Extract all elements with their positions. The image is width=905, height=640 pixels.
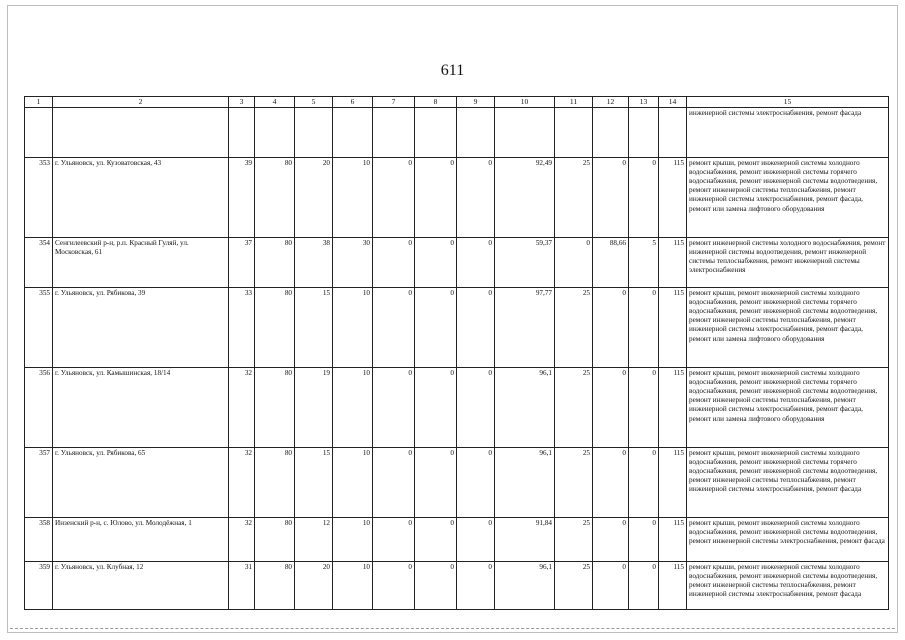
table-row bbox=[25, 237, 889, 287]
cell-index: 355 bbox=[25, 287, 53, 367]
cell-value: 0 bbox=[629, 561, 659, 609]
cell-value: 10 bbox=[333, 367, 373, 447]
cell-value: 0 bbox=[629, 517, 659, 561]
cell-value: 0 bbox=[415, 561, 457, 609]
cell-value: 0 bbox=[457, 367, 495, 447]
table-row bbox=[25, 561, 889, 609]
cell-value: 25 bbox=[555, 561, 593, 609]
cell-value: 115 bbox=[659, 447, 687, 517]
cell-address bbox=[53, 107, 229, 157]
cell-address: г. Ульяновск, ул. Камышинская, 18/14 bbox=[53, 367, 229, 447]
cell-value: 19 bbox=[295, 367, 333, 447]
cell-index: 357 bbox=[25, 447, 53, 517]
cell-value: 115 bbox=[659, 561, 687, 609]
cell-value bbox=[659, 107, 687, 157]
table-row bbox=[25, 517, 889, 561]
cell-value: 12 bbox=[295, 517, 333, 561]
cell-value: 96,1 bbox=[495, 561, 555, 609]
table-row bbox=[25, 287, 889, 367]
cell-value: 20 bbox=[295, 561, 333, 609]
cell-value bbox=[555, 107, 593, 157]
cell-value: 25 bbox=[555, 367, 593, 447]
cell-value: 0 bbox=[457, 237, 495, 287]
cell-value: 25 bbox=[555, 287, 593, 367]
cell-value: 0 bbox=[415, 447, 457, 517]
cell-value bbox=[295, 107, 333, 157]
cell-value: 15 bbox=[295, 287, 333, 367]
cell-value: 0 bbox=[629, 287, 659, 367]
header-col-10: 10 bbox=[495, 97, 555, 108]
cell-value: 0 bbox=[415, 157, 457, 237]
cell-value: 20 bbox=[295, 157, 333, 237]
cell-value: 0 bbox=[373, 157, 415, 237]
cell-value: 0 bbox=[555, 237, 593, 287]
cell-address: г. Ульяновск, ул. Кузоватовская, 43 bbox=[53, 157, 229, 237]
cell-value: 115 bbox=[659, 237, 687, 287]
cell-index: 359 bbox=[25, 561, 53, 609]
table-row bbox=[25, 447, 889, 517]
table-row bbox=[25, 367, 889, 447]
header-col-4: 4 bbox=[255, 97, 295, 108]
cell-value: 32 bbox=[229, 517, 255, 561]
cell-value: 0 bbox=[593, 367, 629, 447]
cell-value: 0 bbox=[629, 367, 659, 447]
header-col-1: 1 bbox=[25, 97, 53, 108]
header-col-6: 6 bbox=[333, 97, 373, 108]
cell-index bbox=[25, 107, 53, 157]
cell-value: 10 bbox=[333, 561, 373, 609]
cell-value: 88,66 bbox=[593, 237, 629, 287]
header-col-12: 12 bbox=[593, 97, 629, 108]
cell-value: 0 bbox=[373, 517, 415, 561]
cell-value: 0 bbox=[373, 561, 415, 609]
cell-value bbox=[495, 107, 555, 157]
cell-value: 80 bbox=[255, 561, 295, 609]
cell-index: 354 bbox=[25, 237, 53, 287]
cell-value: 31 bbox=[229, 561, 255, 609]
cell-value bbox=[229, 107, 255, 157]
cell-value: 0 bbox=[415, 287, 457, 367]
cell-value bbox=[333, 107, 373, 157]
cell-value: 80 bbox=[255, 287, 295, 367]
cell-value bbox=[457, 107, 495, 157]
cell-value: 33 bbox=[229, 287, 255, 367]
scan-edge-line bbox=[10, 628, 895, 630]
cell-value bbox=[255, 107, 295, 157]
cell-value: 25 bbox=[555, 447, 593, 517]
cell-works: ремонт крыши, ремонт инженерной системы холодного водоснабжения, ремонт инженерной системы горячего водоснабжения, ремонт инженерной системы водоотведения, ремонт инженерной системы теплоснабжения, ремонт инженерной системы электроснабжения, ремонт фасада, ремонт или замена лифтового оборудования bbox=[687, 157, 889, 237]
cell-value: 80 bbox=[255, 367, 295, 447]
cell-works: ремонт крыши, ремонт инженерной системы холодного водоснабжения, ремонт инженерной системы водоотведения, ремонт инженерной системы электроснабжения, ремонт фасада bbox=[687, 517, 889, 561]
header-col-7: 7 bbox=[373, 97, 415, 108]
cell-index: 356 bbox=[25, 367, 53, 447]
header-col-15: 15 bbox=[687, 97, 889, 108]
cell-address: г. Ульяновск, ул. Рябикова, 39 bbox=[53, 287, 229, 367]
cell-value: 5 bbox=[629, 237, 659, 287]
cell-value: 97,77 bbox=[495, 287, 555, 367]
cell-works: ремонт крыши, ремонт инженерной системы холодного водоснабжения, ремонт инженерной системы горячего водоснабжения, ремонт инженерной системы водоотведения, ремонт инженерной системы теплоснабжения, ремонт инженерной системы электроснабжения, ремонт фасада, ремонт или замена лифтового оборудования bbox=[687, 287, 889, 367]
cell-value: 91,84 bbox=[495, 517, 555, 561]
cell-value: 10 bbox=[333, 447, 373, 517]
cell-value bbox=[629, 107, 659, 157]
cell-value: 32 bbox=[229, 367, 255, 447]
header-col-8: 8 bbox=[415, 97, 457, 108]
header-row bbox=[25, 97, 889, 108]
cell-value: 80 bbox=[255, 157, 295, 237]
header-col-2: 2 bbox=[53, 97, 229, 108]
cell-works: ремонт крыши, ремонт инженерной системы холодного водоснабжения, ремонт инженерной системы водоотведения, ремонт инженерной системы теплоснабжения, ремонт инженерной системы электроснабжения, ремонт фасада bbox=[687, 561, 889, 609]
cell-value: 115 bbox=[659, 157, 687, 237]
cell-value: 0 bbox=[415, 517, 457, 561]
cell-value: 0 bbox=[373, 237, 415, 287]
cell-index: 358 bbox=[25, 517, 53, 561]
header-col-11: 11 bbox=[555, 97, 593, 108]
cell-value: 0 bbox=[373, 447, 415, 517]
table-row bbox=[25, 157, 889, 237]
header-col-5: 5 bbox=[295, 97, 333, 108]
cell-value: 10 bbox=[333, 287, 373, 367]
cell-value: 32 bbox=[229, 447, 255, 517]
cell-value: 115 bbox=[659, 367, 687, 447]
cell-value: 37 bbox=[229, 237, 255, 287]
cell-value: 80 bbox=[255, 517, 295, 561]
cell-value: 30 bbox=[333, 237, 373, 287]
table-row bbox=[25, 107, 889, 157]
cell-value: 38 bbox=[295, 237, 333, 287]
cell-value: 0 bbox=[629, 447, 659, 517]
cell-value: 96,1 bbox=[495, 367, 555, 447]
cell-value: 59,37 bbox=[495, 237, 555, 287]
cell-value: 0 bbox=[593, 447, 629, 517]
cell-value: 0 bbox=[457, 157, 495, 237]
cell-value: 0 bbox=[593, 561, 629, 609]
cell-index: 353 bbox=[25, 157, 53, 237]
data-table bbox=[24, 96, 889, 610]
cell-value: 96,1 bbox=[495, 447, 555, 517]
header-col-3: 3 bbox=[229, 97, 255, 108]
cell-value: 0 bbox=[593, 157, 629, 237]
cell-value: 15 bbox=[295, 447, 333, 517]
cell-value: 0 bbox=[415, 367, 457, 447]
cell-value: 10 bbox=[333, 517, 373, 561]
cell-value: 0 bbox=[457, 561, 495, 609]
cell-value: 0 bbox=[457, 447, 495, 517]
cell-works: инженерной системы электроснабжения, ремонт фасада bbox=[687, 107, 889, 157]
cell-address: Инзенский р-н, с. Юлово, ул. Молодёжная, 1 bbox=[53, 517, 229, 561]
header-col-13: 13 bbox=[629, 97, 659, 108]
cell-value: 0 bbox=[629, 157, 659, 237]
cell-value: 25 bbox=[555, 517, 593, 561]
cell-value bbox=[373, 107, 415, 157]
cell-address: г. Ульяновск, ул. Клубная, 12 bbox=[53, 561, 229, 609]
cell-value: 0 bbox=[457, 287, 495, 367]
cell-value: 0 bbox=[373, 367, 415, 447]
cell-works: ремонт крыши, ремонт инженерной системы холодного водоснабжения, ремонт инженерной системы горячего водоснабжения, ремонт инженерной системы водоотведения, ремонт инженерной системы теплоснабжения, ремонт инженерной системы электроснабжения, ремонт фасада bbox=[687, 447, 889, 517]
cell-value: 80 bbox=[255, 237, 295, 287]
cell-value: 0 bbox=[415, 237, 457, 287]
page-number: 611 bbox=[440, 62, 465, 79]
cell-works: ремонт инженерной системы холодного водоснабжения, ремонт инженерной системы водоотведения, ремонт инженерной системы теплоснабжения, ремонт инженерной системы электроснабжения bbox=[687, 237, 889, 287]
header-col-14: 14 bbox=[659, 97, 687, 108]
cell-value bbox=[593, 107, 629, 157]
cell-value: 39 bbox=[229, 157, 255, 237]
header-col-9: 9 bbox=[457, 97, 495, 108]
cell-value: 80 bbox=[255, 447, 295, 517]
cell-value: 25 bbox=[555, 157, 593, 237]
cell-value: 10 bbox=[333, 157, 373, 237]
cell-value: 115 bbox=[659, 517, 687, 561]
cell-value: 92,49 bbox=[495, 157, 555, 237]
cell-value: 0 bbox=[593, 517, 629, 561]
cell-value bbox=[415, 107, 457, 157]
cell-value: 115 bbox=[659, 287, 687, 367]
cell-address: г. Ульяновск, ул. Рябикова, 65 bbox=[53, 447, 229, 517]
cell-works: ремонт крыши, ремонт инженерной системы холодного водоснабжения, ремонт инженерной системы горячего водоснабжения, ремонт инженерной системы водоотведения, ремонт инженерной системы теплоснабжения, ремонт инженерной системы электроснабжения, ремонт фасада, ремонт или замена лифтового оборудования bbox=[687, 367, 889, 447]
cell-value: 0 bbox=[373, 287, 415, 367]
cell-address: Сенгилеевский р-н, р.п. Красный Гуляй, ул. Московская, 61 bbox=[53, 237, 229, 287]
cell-value: 0 bbox=[593, 287, 629, 367]
cell-value: 0 bbox=[457, 517, 495, 561]
